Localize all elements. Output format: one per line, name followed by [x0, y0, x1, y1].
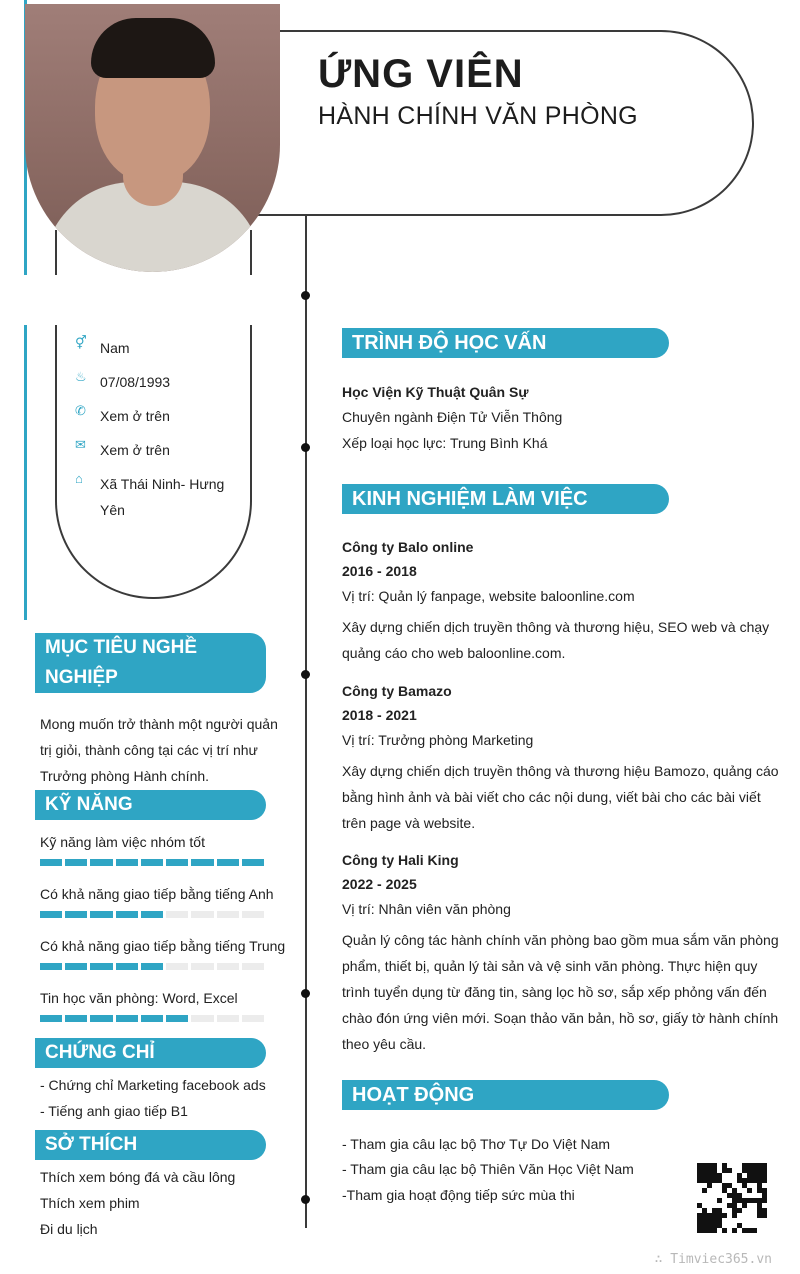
- job-period: 2018 - 2021: [342, 707, 417, 723]
- skill-bar-segment: [65, 859, 87, 866]
- contact-gender: [75, 335, 240, 361]
- hobbies-title: SỞ THÍCH: [35, 1130, 266, 1160]
- education-school: Học Viện Kỹ Thuật Quân Sự: [342, 384, 529, 400]
- candidate-name: ỨNG VIÊN: [318, 52, 524, 96]
- whatsapp-icon: ✆: [75, 403, 86, 418]
- contact-address: [75, 471, 240, 523]
- skill-bar-segment: [217, 963, 239, 970]
- skill-bar-segment: [65, 1015, 87, 1022]
- objective-title-line-1: MỤC TIÊU NGHỀ: [45, 637, 197, 658]
- skill-bar-segment: [65, 963, 87, 970]
- skill-bar-segment: [217, 911, 239, 918]
- skill-bar-segment: [141, 1015, 163, 1022]
- skill-bar-segment: [116, 859, 138, 866]
- activity-item: -Tham gia hoạt động tiếp sức mùa thi: [342, 1187, 575, 1203]
- job-description: [342, 927, 779, 1057]
- job-description: [342, 614, 769, 666]
- objective-title: [35, 633, 266, 693]
- skill-bar-segment: [242, 963, 264, 970]
- skill-bar-segment: [166, 963, 188, 970]
- skill-name: Tin học văn phòng: Word, Excel: [40, 990, 238, 1006]
- activity-item: - Tham gia câu lạc bộ Thơ Tự Do Việt Nam: [342, 1136, 611, 1152]
- job-description-line: quảng cáo cho web baloonline.com.: [342, 645, 566, 661]
- skill-bar-segment: [166, 859, 188, 866]
- avatar-photo: [25, 4, 280, 272]
- job-company: Công ty Bamazo: [342, 683, 452, 699]
- job-company: Công ty Balo online: [342, 539, 474, 555]
- job-description: [342, 758, 779, 836]
- experience-title: KINH NGHIỆM LÀM VIỆC: [342, 484, 669, 514]
- skill-bar-segment: [191, 859, 213, 866]
- objective-text: [40, 711, 288, 789]
- skill-bar-segment: [191, 911, 213, 918]
- objective-line: Trưởng phòng Hành chính.: [40, 768, 210, 784]
- skill-bar-segment: [141, 911, 163, 918]
- skill-bar: [40, 1015, 264, 1022]
- contact-birthday: [75, 369, 240, 395]
- certificates-title: CHỨNG CHỈ: [35, 1038, 266, 1068]
- skill-bar-segment: [90, 859, 112, 866]
- skill-bar-segment: [191, 1015, 213, 1022]
- skill-bar-segment: [116, 963, 138, 970]
- contact-email: [75, 437, 240, 463]
- certificate-item: - Tiếng anh giao tiếp B1: [40, 1103, 188, 1119]
- hobby-item: Đi du lịch: [40, 1221, 98, 1237]
- skill-bar-segment: [116, 1015, 138, 1022]
- qr-code: [697, 1163, 767, 1233]
- mail-icon: ✉: [75, 437, 86, 452]
- objective-line: trị giỏi, thành công tại các vị trí như: [40, 742, 258, 758]
- skill-bar-segment: [141, 963, 163, 970]
- objective-title-line-2: NGHIỆP: [45, 667, 118, 688]
- address-value: [100, 471, 240, 523]
- skill-bar-segment: [166, 911, 188, 918]
- skill-bar: [40, 911, 264, 918]
- job-description-line: trên page và website.: [342, 815, 476, 831]
- skill-bar-segment: [40, 1015, 62, 1022]
- timeline-dot: [301, 291, 310, 300]
- skill-bar-segment: [40, 859, 62, 866]
- skill-name: Có khả năng giao tiếp bằng tiếng Anh: [40, 886, 274, 902]
- job-company: Công ty Hali King: [342, 852, 459, 868]
- gender-value: Nam: [100, 340, 130, 356]
- skill-name: Kỹ năng làm việc nhóm tốt: [40, 834, 205, 850]
- skills-title: KỸ NĂNG: [35, 790, 266, 820]
- timeline-dot: [301, 989, 310, 998]
- job-period: 2016 - 2018: [342, 563, 417, 579]
- home-icon: ⌂: [75, 471, 83, 486]
- timeline-line: [305, 216, 307, 1228]
- address-line-2: Yên: [100, 502, 125, 518]
- job-description-line: chào đón ứng viên mới. Soạn thảo văn bản, hồ sơ, giấy tờ hành chính: [342, 1010, 779, 1026]
- job-role: Vị trí: Nhân viên văn phòng: [342, 901, 511, 917]
- job-role: Vị trí: Trưởng phòng Marketing: [342, 732, 534, 748]
- watermark: ∴ Timviec365.vn: [654, 1252, 772, 1267]
- skill-bar-segment: [191, 963, 213, 970]
- skill-bar-segment: [242, 911, 264, 918]
- job-description-line: Xây dựng chiến dịch truyền thông và thương hiệu Bamozo, quảng cáo: [342, 763, 779, 779]
- skill-bar-segment: [116, 911, 138, 918]
- skill-bar-segment: [90, 963, 112, 970]
- skill-bar-segment: [65, 911, 87, 918]
- contact-phone: [75, 403, 240, 429]
- cake-icon: ♨: [75, 369, 87, 384]
- hobby-item: Thích xem bóng đá và cầu lông: [40, 1169, 236, 1185]
- timeline-dot: [301, 443, 310, 452]
- skill-bar-segment: [217, 859, 239, 866]
- education-grade: Xếp loại học lực: Trung Bình Khá: [342, 435, 548, 451]
- timeline-dot: [301, 670, 310, 679]
- skill-name: Có khả năng giao tiếp bằng tiếng Trung: [40, 938, 286, 954]
- phone-value: Xem ở trên: [100, 408, 170, 424]
- activities-title: HOẠT ĐỘNG: [342, 1080, 669, 1110]
- objective-line: Mong muốn trở thành một người quản: [40, 716, 278, 732]
- job-role: Vị trí: Quản lý fanpage, website baloonline.com: [342, 588, 635, 604]
- job-period: 2022 - 2025: [342, 876, 417, 892]
- certificate-item: - Chứng chỉ Marketing facebook ads: [40, 1077, 266, 1093]
- skill-bar-segment: [166, 1015, 188, 1022]
- job-description-line: phẩm, thiết bị, quản lý tài sản và vệ sinh văn phòng. Thực hiện quy: [342, 958, 758, 974]
- address-line-1: Xã Thái Ninh- Hưng: [100, 476, 225, 492]
- gender-icon: ⚥: [75, 335, 87, 350]
- skill-bar: [40, 963, 264, 970]
- education-title: TRÌNH ĐỘ HỌC VẤN: [342, 328, 669, 358]
- skill-bar-segment: [242, 859, 264, 866]
- skill-bar: [40, 859, 264, 866]
- birthday-value: 07/08/1993: [100, 374, 171, 390]
- skill-bar-segment: [90, 911, 112, 918]
- job-description-line: trình tuyển dụng từ đăng tin, sàng lọc hồ sơ, sắp xếp phỏng vấn đến: [342, 984, 767, 1000]
- job-description-line: Quản lý công tác hành chính văn phòng bao gồm mua sắm văn phòng: [342, 932, 779, 948]
- job-description-line: Xây dựng chiến dịch truyền thông và thương hiệu, SEO web và chạy: [342, 619, 770, 635]
- activity-item: - Tham gia câu lạc bộ Thiên Văn Học Việt Nam: [342, 1161, 634, 1177]
- skill-bar-segment: [217, 1015, 239, 1022]
- skill-bar-segment: [90, 1015, 112, 1022]
- candidate-position: HÀNH CHÍNH VĂN PHÒNG: [318, 102, 638, 130]
- job-description-line: bằng hình ảnh và bài viết cho các nội dung, viết bài cho các bài viết: [342, 789, 761, 805]
- left-accent-line-lower: [24, 325, 27, 620]
- skill-bar-segment: [242, 1015, 264, 1022]
- skill-bar-segment: [40, 963, 62, 970]
- email-value: Xem ở trên: [100, 442, 170, 458]
- skill-bar-segment: [40, 911, 62, 918]
- education-major: Chuyên ngành Điện Tử Viễn Thông: [342, 409, 563, 425]
- timeline-dot: [301, 1195, 310, 1204]
- skill-bar-segment: [141, 859, 163, 866]
- hobby-item: Thích xem phim: [40, 1195, 140, 1211]
- job-description-line: theo yêu cầu.: [342, 1036, 427, 1052]
